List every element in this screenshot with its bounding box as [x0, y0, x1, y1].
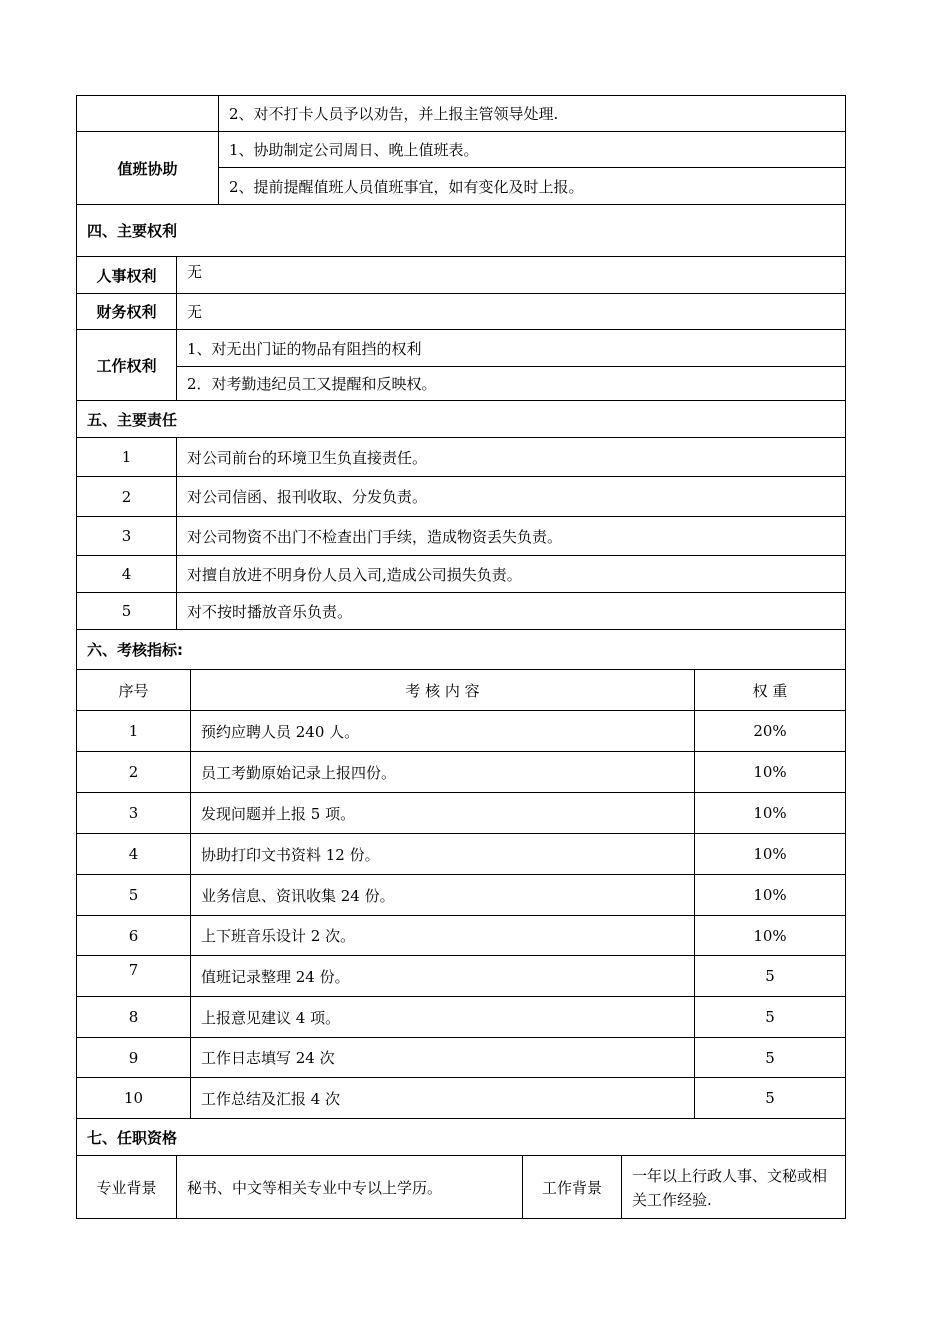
responsibility-number: 4: [76, 555, 176, 592]
responsibility-text: 对公司信函、报刊收取、分发负责。: [176, 476, 846, 516]
kpi-row: [76, 792, 846, 833]
responsibility-text: 对公司前台的环境卫生负直接责任。: [176, 437, 846, 476]
kpi-content: 上下班音乐设计 2 次。: [190, 915, 694, 955]
kpi-row: [76, 751, 846, 792]
section-kpi: [76, 629, 846, 669]
kpi-weight: 5: [694, 996, 846, 1037]
kpi-number: 10: [76, 1077, 190, 1118]
work-rights-item: 1、对无出门证的物品有阻挡的权利: [176, 329, 846, 366]
kpi-weight: 10%: [694, 792, 846, 833]
work-rights-item: 2．对考勤违纪员工又提醒和反映权。: [176, 366, 846, 400]
finance-rights-value: 无: [176, 293, 846, 329]
kpi-weight: 10%: [694, 833, 846, 874]
kpi-header-row: [76, 669, 846, 710]
kpi-number: 1: [76, 710, 190, 751]
kpi-content: 工作日志填写 24 次: [190, 1037, 694, 1077]
kpi-number: 9: [76, 1037, 190, 1077]
major-background-value: 秘书、中文等相关专业中专以上学历。: [176, 1155, 522, 1219]
kpi-weight: 10%: [694, 915, 846, 955]
duty-label-cell: [76, 95, 218, 131]
kpi-content: 协助打印文书资料 12 份。: [190, 833, 694, 874]
kpi-content: 工作总结及汇报 4 次: [190, 1077, 694, 1118]
section-heading: 四、主要权利: [76, 204, 846, 256]
duty-shift-item: 1、协助制定公司周日、晚上值班表。: [218, 131, 846, 167]
responsibility-row: [76, 516, 846, 555]
kpi-row: [76, 710, 846, 751]
responsibility-number: 1: [76, 437, 176, 476]
table-bottom-border: [76, 1218, 846, 1219]
kpi-number: 4: [76, 833, 190, 874]
duty-row-top: [76, 95, 846, 131]
section-heading: 七、任职资格: [76, 1118, 846, 1155]
kpi-row: [76, 1077, 846, 1118]
responsibility-text: 对公司物资不出门不检查出门手续，造成物资丢失负责。: [176, 516, 846, 555]
major-background-label: 专业背景: [76, 1155, 176, 1219]
section-heading: 六、考核指标:: [76, 629, 846, 669]
kpi-header-number: 序号: [76, 669, 190, 710]
kpi-row: [76, 955, 846, 996]
personnel-rights-value: 无: [176, 256, 846, 293]
section-rights: [76, 204, 846, 256]
kpi-number: 7: [76, 955, 190, 996]
kpi-content: 业务信息、资讯收集 24 份。: [190, 874, 694, 915]
kpi-number: 2: [76, 751, 190, 792]
kpi-weight: 20%: [694, 710, 846, 751]
responsibility-row: [76, 592, 846, 629]
section-responsibilities: [76, 400, 846, 437]
responsibility-text: 对擅自放进不明身份人员入司,造成公司损失负责。: [176, 555, 846, 592]
responsibility-row: [76, 476, 846, 516]
duty-shift-label: 值班协助: [76, 131, 218, 204]
section-qualifications: [76, 1118, 846, 1155]
kpi-row: [76, 1037, 846, 1077]
kpi-number: 6: [76, 915, 190, 955]
kpi-content: 上报意见建议 4 项。: [190, 996, 694, 1037]
kpi-weight: 5: [694, 1037, 846, 1077]
qualifications-row: [76, 1155, 846, 1219]
kpi-content: 发现问题并上报 5 项。: [190, 792, 694, 833]
duty-shift-group: [76, 131, 846, 204]
kpi-row: [76, 833, 846, 874]
kpi-number: 3: [76, 792, 190, 833]
personnel-rights-label: 人事权利: [76, 256, 176, 293]
duty-item: 2、对不打卡人员予以劝告，并上报主管领导处理.: [218, 95, 846, 131]
rights-work-group: [76, 329, 846, 400]
responsibility-number: 3: [76, 516, 176, 555]
kpi-number: 8: [76, 996, 190, 1037]
responsibility-text: 对不按时播放音乐负责。: [176, 592, 846, 629]
duty-shift-item: 2、提前提醒值班人员值班事宜，如有变化及时上报。: [218, 167, 846, 204]
responsibility-row: [76, 437, 846, 476]
kpi-row: [76, 996, 846, 1037]
kpi-row: [76, 915, 846, 955]
responsibility-row: [76, 555, 846, 592]
kpi-content: 值班记录整理 24 份。: [190, 955, 694, 996]
kpi-content: 预约应聘人员 240 人。: [190, 710, 694, 751]
kpi-content: 员工考勤原始记录上报四份。: [190, 751, 694, 792]
finance-rights-label: 财务权利: [76, 293, 176, 329]
kpi-weight: 5: [694, 955, 846, 996]
kpi-header-weight: 权 重: [694, 669, 846, 710]
work-background-label: 工作背景: [522, 1155, 621, 1219]
work-background-value: 一年以上行政人事、文秘或相关工作经验.: [621, 1155, 846, 1219]
responsibility-number: 5: [76, 592, 176, 629]
responsibility-number: 2: [76, 476, 176, 516]
kpi-weight: 10%: [694, 751, 846, 792]
kpi-row: [76, 874, 846, 915]
kpi-weight: 5: [694, 1077, 846, 1118]
kpi-weight: 10%: [694, 874, 846, 915]
section-heading: 五、主要责任: [76, 400, 846, 437]
rights-finance-row: [76, 293, 846, 329]
work-rights-label: 工作权利: [76, 329, 176, 400]
kpi-header-content: 考 核 内 容: [190, 669, 694, 710]
rights-personnel-row: [76, 256, 846, 293]
kpi-number: 5: [76, 874, 190, 915]
